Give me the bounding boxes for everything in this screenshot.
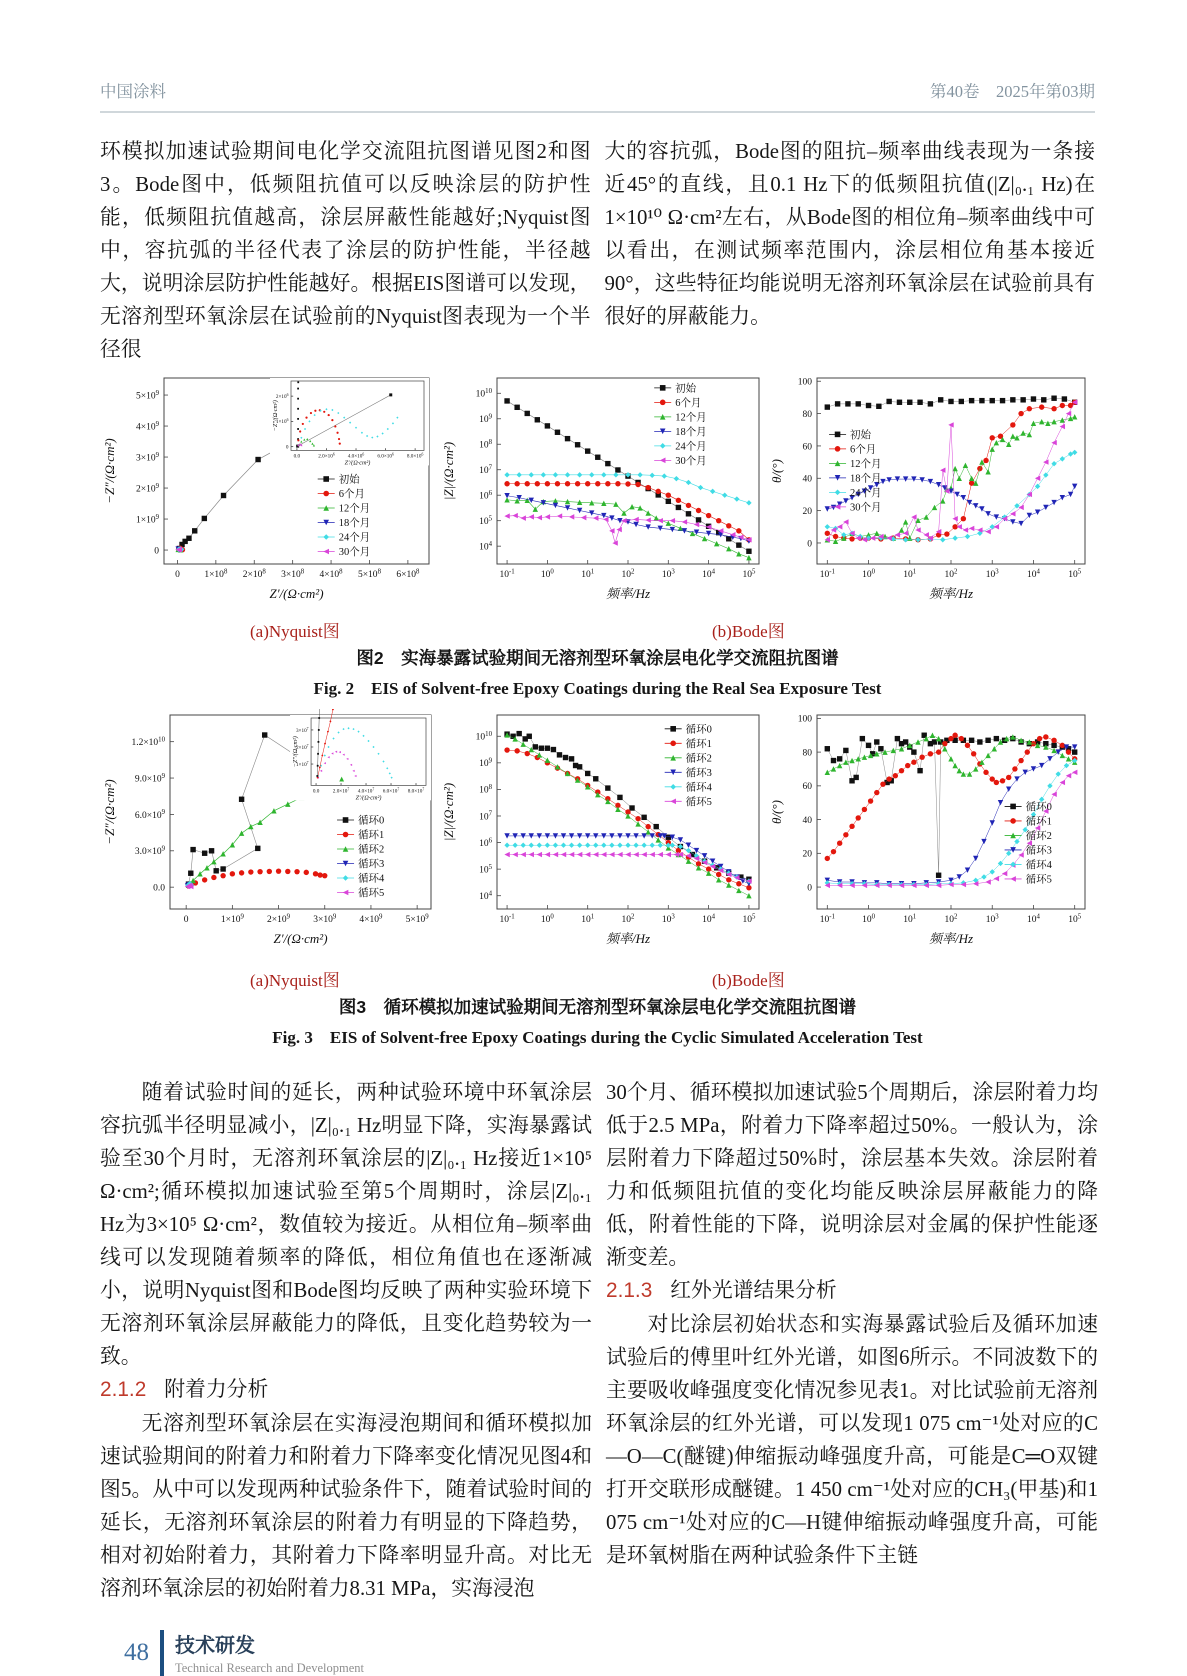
fig2-bode-phase-svg xyxy=(767,372,1095,610)
svg-text:104: $10^4$ xyxy=(1027,913,1040,925)
svg-text:θ/(°): θ/(°) xyxy=(769,459,784,483)
section-number: 2.1.3 xyxy=(606,1279,653,1302)
svg-text:循环3: 循环3 xyxy=(358,859,385,871)
svg-text:4.0×107: $4.0\times 10^7$ xyxy=(357,787,375,795)
svg-text:12个月: 12个月 xyxy=(675,412,707,424)
svg-text:100: 100 xyxy=(797,377,812,388)
svg-text:60: 60 xyxy=(802,782,812,793)
intro-text-row xyxy=(100,135,1095,366)
svg-text:Z′/(Ω·cm²): Z′/(Ω·cm²) xyxy=(273,931,328,946)
svg-text:循环2: 循环2 xyxy=(685,753,712,765)
fig2-caption-zh: 图2 实海暴露试验期间无溶剂型环氧涂层电化学交流阻抗图谱 xyxy=(356,648,839,668)
svg-text:30个月: 30个月 xyxy=(338,547,371,559)
body-text-row xyxy=(100,1076,1098,1605)
svg-text:12个月: 12个月 xyxy=(338,503,371,515)
svg-text:Z′/(Ω·cm²): Z′/(Ω·cm²) xyxy=(344,459,371,467)
svg-text:106: $10^6$ xyxy=(479,837,492,849)
svg-text:104: $10^4$ xyxy=(702,913,716,925)
svg-text:2.0×107: $2.0\times 10^7$ xyxy=(332,787,350,795)
svg-text:24个月: 24个月 xyxy=(850,487,882,499)
svg-text:2×109: $2\times 10^9$ xyxy=(267,913,291,925)
svg-text:24个月: 24个月 xyxy=(338,532,371,544)
svg-text:循环2: 循环2 xyxy=(358,844,385,856)
svg-text:0.0: 0.0 xyxy=(293,453,301,460)
svg-text:θ/(°): θ/(°) xyxy=(769,800,784,824)
svg-text:6.0×107: $6.0\times 10^7$ xyxy=(382,787,400,795)
svg-text:101: $10^1$ xyxy=(903,568,917,580)
svg-text:105: $10^5$ xyxy=(742,913,756,925)
section-heading-2-1-3 xyxy=(606,1274,1098,1308)
svg-text:100: $10^0$ xyxy=(862,568,875,580)
svg-text:24个月: 24个月 xyxy=(675,441,707,453)
footer-section-zh: 技术研发 xyxy=(175,1635,255,1657)
fig2-label-a: (a)Nyquist图 xyxy=(250,622,340,641)
svg-text:30个月: 30个月 xyxy=(675,455,707,467)
svg-text:0: 0 xyxy=(807,539,812,550)
svg-text:10-1: $10^{-1}$ xyxy=(819,913,835,925)
svg-text:101: $10^1$ xyxy=(581,913,595,925)
svg-text:30个月: 30个月 xyxy=(850,502,882,514)
fig3-bode-impedance-chart xyxy=(439,709,767,964)
svg-text:102: $10^2$ xyxy=(944,913,958,925)
section-number: 2.1.2 xyxy=(100,1378,147,1401)
fig3-caption-zh: 图3 循环模拟加速试验期间无溶剂型环氧涂层电化学交流阻抗图谱 xyxy=(338,997,857,1017)
svg-text:80: 80 xyxy=(802,409,812,420)
svg-text:循环3: 循环3 xyxy=(1025,845,1052,857)
svg-text:循环1: 循环1 xyxy=(685,738,712,750)
fig2-nyquist-svg xyxy=(100,372,439,610)
svg-text:103: $10^3$ xyxy=(661,913,675,925)
svg-text:9.0×109: $9.0\times 10^9$ xyxy=(134,772,165,785)
svg-text:1×108: $1\times 10^8$ xyxy=(204,568,228,580)
svg-text:6个月: 6个月 xyxy=(675,397,702,409)
svg-text:40: 40 xyxy=(802,474,812,485)
svg-text:0: 0 xyxy=(285,444,289,451)
svg-text:Z′/(Ω·cm²): Z′/(Ω·cm²) xyxy=(269,586,324,601)
page-number: 48 xyxy=(124,1638,149,1666)
svg-text:102: $10^2$ xyxy=(944,568,958,580)
svg-text:频率/Hz: 频率/Hz xyxy=(605,931,651,946)
svg-text:|Z|/(Ω·cm²): |Z|/(Ω·cm²) xyxy=(441,441,456,501)
svg-text:104: $10^4$ xyxy=(479,540,492,553)
svg-text:105: $10^5$ xyxy=(479,863,492,876)
svg-text:2×107: $2\times 10^7$ xyxy=(295,743,309,751)
svg-text:20: 20 xyxy=(802,506,812,517)
svg-text:初始: 初始 xyxy=(338,474,360,486)
page-footer xyxy=(124,1629,1095,1676)
svg-text:循环0: 循环0 xyxy=(685,724,712,736)
svg-text:循环5: 循环5 xyxy=(685,796,712,808)
fig2-label-b: (b)Bode图 xyxy=(712,622,785,641)
svg-text:12个月: 12个月 xyxy=(850,458,882,470)
svg-text:循环4: 循环4 xyxy=(685,782,712,794)
svg-text:6×108: $6\times 10^8$ xyxy=(396,568,420,580)
fig3-caption-en: Fig. 3 EIS of Solvent-free Epoxy Coatings during the Cyclic Simulated Acceleration Test xyxy=(272,1028,923,1047)
svg-text:3.0×109: $3.0\times 10^9$ xyxy=(134,845,165,858)
journal-name: 中国涂料 xyxy=(100,82,166,101)
svg-text:循环0: 循环0 xyxy=(1025,802,1052,814)
svg-text:循环4: 循环4 xyxy=(358,873,385,885)
svg-text:4.0×106: $4.0\times 10^6$ xyxy=(347,452,365,460)
svg-text:循环1: 循环1 xyxy=(1025,816,1052,828)
svg-text:100: 100 xyxy=(797,714,812,725)
svg-text:0: 0 xyxy=(154,546,159,557)
fig3-label-a: (a)Nyquist图 xyxy=(250,971,340,990)
svg-text:104: $10^4$ xyxy=(1027,568,1040,580)
section-heading-2-1-2 xyxy=(100,1373,592,1407)
svg-text:频率/Hz: 频率/Hz xyxy=(928,586,974,601)
svg-text:102: $10^2$ xyxy=(621,913,635,925)
svg-text:初始: 初始 xyxy=(675,383,697,395)
svg-text:1×109: $1\times 10^9$ xyxy=(220,913,244,925)
svg-text:2×108: $2\times 10^8$ xyxy=(242,568,266,580)
svg-text:1×109: $1\times 10^9$ xyxy=(135,513,159,526)
svg-text:106: $10^6$ xyxy=(479,489,492,502)
svg-text:−Z″/(Ω·cm²): −Z″/(Ω·cm²) xyxy=(102,779,117,845)
svg-text:4×108: $4\times 10^8$ xyxy=(319,568,343,580)
svg-text:107: $10^7$ xyxy=(479,464,492,477)
svg-text:102: $10^2$ xyxy=(621,568,635,580)
footer-section-en: Technical Research and Development xyxy=(175,1661,364,1675)
svg-text:循环4: 循环4 xyxy=(1025,860,1052,872)
paragraph-eis-summary: 随着试验时间的延长，两种试验环境中环氧涂层容抗弧半径明显减小，|Z|₀.₁ Hz明显下降，实海暴露试验至30个月时，无溶剂环氧涂层的|Z|₀.₁ Hz接近1×10⁵ Ω·cm²;循环模拟加速试验至第5个周期时，涂层|Z|₀.₁ Hz为3×10⁵ Ω·cm²，数值较为接近。从相位角–频率曲线可以发现随着频率的降低，相位角值也在逐渐减小，说明Nyquist图和Bode图均反映了两种实验环境下无溶剂环氧涂层屏蔽能力的降低，且变化趋势较为一致。 xyxy=(100,1081,592,1368)
figure2-charts-row xyxy=(100,372,1095,615)
svg-text:105: $10^5$ xyxy=(742,568,756,580)
svg-text:80: 80 xyxy=(802,748,812,759)
svg-text:|Z|/(Ω·cm²): |Z|/(Ω·cm²) xyxy=(441,782,456,842)
svg-text:循环3: 循环3 xyxy=(685,767,712,779)
svg-text:100: $10^0$ xyxy=(540,568,554,580)
footer-section-block xyxy=(175,1629,364,1676)
svg-text:18个月: 18个月 xyxy=(338,518,371,530)
figure3-sublabels xyxy=(100,966,1095,991)
svg-text:108: $10^8$ xyxy=(479,784,492,796)
svg-text:6.0×109: $6.0\times 10^9$ xyxy=(134,809,165,821)
svg-text:循环2: 循环2 xyxy=(1025,831,1052,843)
svg-text:109: $10^9$ xyxy=(479,757,492,770)
svg-text:103: $10^3$ xyxy=(661,568,675,580)
svg-text:1010: $10^{10}$ xyxy=(475,388,492,400)
svg-text:105: $10^5$ xyxy=(1068,568,1082,580)
svg-text:8.0×106: $8.0\times 10^6$ xyxy=(406,452,424,460)
section-title: 红外光谱结果分析 xyxy=(670,1279,837,1302)
svg-text:10-1: $10^{-1}$ xyxy=(499,568,515,580)
svg-text:3×107: $3\times 10^7$ xyxy=(295,726,309,734)
svg-text:循环1: 循环1 xyxy=(358,830,385,842)
fig2-bode-impedance-chart xyxy=(439,372,767,615)
paragraph-ftir: 对比涂层初始状态和实海暴露试验后及循环加速试验后的傅里叶红外光谱，如图6所示。不同波数下的主要吸收峰强度变化情况参见表1。对比试验前无溶剂环氧涂层的红外光谱，可以发现1 075 cm⁻¹处对应的C—O—C(醚键)伸缩振动峰强度升高，可能是C═O双键打开交联形成醚键。1 450 cm⁻¹处对应的CH₃(甲基)和1 075 cm⁻¹处对应的C—H键伸缩振动峰强度升高，可能是环氧树脂在两种试验条件下主链 xyxy=(606,1313,1098,1567)
svg-text:100: $10^0$ xyxy=(540,913,554,925)
svg-text:−Z″/(Ω·cm²): −Z″/(Ω·cm²) xyxy=(272,400,279,432)
fig2-nyquist-chart xyxy=(100,372,439,615)
svg-text:5×109: $5\times 10^9$ xyxy=(405,913,429,925)
fig2-caption-en: Fig. 2 EIS of Solvent-free Epoxy Coatings during the Real Sea Exposure Test xyxy=(313,679,882,698)
svg-text:0: 0 xyxy=(807,883,812,894)
svg-text:6个月: 6个月 xyxy=(338,489,365,501)
svg-text:105: $10^5$ xyxy=(1068,913,1082,925)
fig2-bode-phase-chart xyxy=(767,372,1095,615)
svg-text:20: 20 xyxy=(802,849,812,860)
fig3-bode-phase-svg xyxy=(767,709,1095,959)
svg-text:109: $10^9$ xyxy=(479,413,492,426)
figure3-charts-row xyxy=(100,709,1095,964)
svg-text:4×109: $4\times 10^9$ xyxy=(359,913,383,925)
paragraph-intro-right: 大的容抗弧，Bode图的阻抗–频率曲线表现为一条接近45°的直线，且0.1 Hz下的低频阻抗值(|Z|₀.₁ Hz)在1×10¹⁰ Ω·cm²左右，从Bode图的相位角–频率曲线中可以看出，在测试频率范围内，涂层相位角基本接近90°，这些特征均能说明无溶剂环氧涂层在试验前具有很好的屏蔽能力。 xyxy=(604,140,1095,328)
svg-text:2.0×106: $2.0\times 10^6$ xyxy=(318,452,335,460)
svg-text:6.0×106: $6.0\times 10^6$ xyxy=(377,452,394,460)
fig3-bode-phase-chart xyxy=(767,709,1095,964)
svg-text:1×106: $1\times 10^6$ xyxy=(275,418,289,426)
fig3-nyquist-svg xyxy=(100,709,439,959)
svg-text:18个月: 18个月 xyxy=(675,426,707,438)
svg-text:2×109: $2\times 10^9$ xyxy=(135,482,159,495)
svg-text:5×108: $5\times 10^8$ xyxy=(357,568,381,580)
svg-text:3×109: $3\times 10^9$ xyxy=(313,913,337,925)
paragraph-adhesion-cont: 30个月、循环模拟加速试验5个周期后，涂层附着力均低于2.5 MPa，附着力下降率超过50%。一般认为，涂层附着力下降超过50%时，涂层基本失效。涂层附着力和低频阻抗值的变化均能反映涂层屏蔽能力的降低，附着性能的下降，说明涂层对金属的保护性能逐渐变差。 xyxy=(606,1081,1098,1269)
svg-text:0: 0 xyxy=(183,915,189,925)
svg-text:10-1: $10^{-1}$ xyxy=(819,568,835,580)
figure2-sublabels xyxy=(100,617,1095,642)
svg-text:循环5: 循环5 xyxy=(1025,874,1052,886)
body-left-column xyxy=(100,1076,592,1605)
svg-text:60: 60 xyxy=(802,442,812,453)
section-title: 附着力分析 xyxy=(164,1378,269,1401)
svg-text:−Z″/(Ω·cm²): −Z″/(Ω·cm²) xyxy=(102,438,117,504)
page-header xyxy=(100,78,1095,113)
fig3-label-b: (b)Bode图 xyxy=(712,971,785,990)
svg-text:0: 0 xyxy=(175,570,180,580)
svg-text:0.0: 0.0 xyxy=(312,788,320,795)
svg-text:4×109: $4\times 10^9$ xyxy=(135,420,159,433)
svg-text:频率/Hz: 频率/Hz xyxy=(928,931,974,946)
svg-text:101: $10^1$ xyxy=(581,568,595,580)
svg-text:10-1: $10^{-1}$ xyxy=(499,913,515,925)
svg-text:18个月: 18个月 xyxy=(850,473,882,485)
svg-text:2×106: $2\times 10^6$ xyxy=(275,392,289,400)
fig3-bode-impedance-svg xyxy=(439,709,767,959)
svg-text:3×109: $3\times 10^9$ xyxy=(135,451,159,464)
svg-text:101: $10^1$ xyxy=(903,913,917,925)
svg-text:0.0: 0.0 xyxy=(153,883,165,894)
svg-text:107: $10^7$ xyxy=(479,810,492,823)
fig2-bode-impedance-svg xyxy=(439,372,767,610)
svg-text:循环5: 循环5 xyxy=(358,888,385,900)
body-right-column xyxy=(606,1076,1098,1605)
svg-text:103: $10^3$ xyxy=(985,913,999,925)
svg-text:108: $10^8$ xyxy=(479,438,492,451)
svg-text:40: 40 xyxy=(802,815,812,826)
paragraph-intro-left: 环模拟加速试验期间电化学交流阻抗图谱见图2和图3。Bode图中，低频阻抗值可以反映涂层的防护性能，低频阻抗值越高，涂层屏蔽性能越好;Nyquist图中，容抗弧的半径代表了涂层的防护性能，半径越大，说明涂层防护性能越好。根据EIS图谱可以发现，无溶剂型环氧涂层在试验前的Nyquist图表现为一个半径很 xyxy=(100,140,591,361)
svg-text:循环0: 循环0 xyxy=(358,815,385,827)
paragraph-adhesion: 无溶剂型环氧涂层在实海浸泡期间和循环模拟加速试验期间的附着力和附着力下降率变化情况见图4和图5。从中可以发现两种试验条件下，随着试验时间的延长，无溶剂环氧涂层的附着力有明显的下降趋势，相对初始附着力，其附着力下降率明显升高。对比无溶剂环氧涂层的初始附着力8.31 MPa，实海浸泡 xyxy=(100,1412,592,1600)
issue-info: 第40卷 2025年第03期 xyxy=(930,82,1095,101)
svg-text:105: $10^5$ xyxy=(479,515,492,528)
svg-text:1.2×1010: $1.2\times 10^{10}$ xyxy=(131,736,165,748)
svg-text:初始: 初始 xyxy=(850,429,872,441)
svg-text:5×109: $5\times 10^9$ xyxy=(135,389,159,402)
svg-text:Z′/(Ω·cm²): Z′/(Ω·cm²) xyxy=(355,794,382,802)
svg-text:100: $10^0$ xyxy=(862,913,875,925)
fig3-nyquist-chart xyxy=(100,709,439,964)
svg-text:8.0×107: $8.0\times 10^7$ xyxy=(407,787,425,795)
svg-text:1×107: $1\times 10^7$ xyxy=(295,760,309,768)
svg-text:3×108: $3\times 10^8$ xyxy=(281,568,305,580)
svg-text:104: $10^4$ xyxy=(702,568,716,580)
svg-text:6个月: 6个月 xyxy=(850,444,877,456)
footer-divider-bar xyxy=(160,1630,164,1676)
svg-text:103: $10^3$ xyxy=(985,568,999,580)
svg-text:−Z″/(Ω·cm²): −Z″/(Ω·cm²) xyxy=(292,736,300,768)
svg-text:1010: $10^{10}$ xyxy=(475,730,492,743)
svg-text:频率/Hz: 频率/Hz xyxy=(605,586,651,601)
svg-text:104: $10^4$ xyxy=(479,890,492,903)
